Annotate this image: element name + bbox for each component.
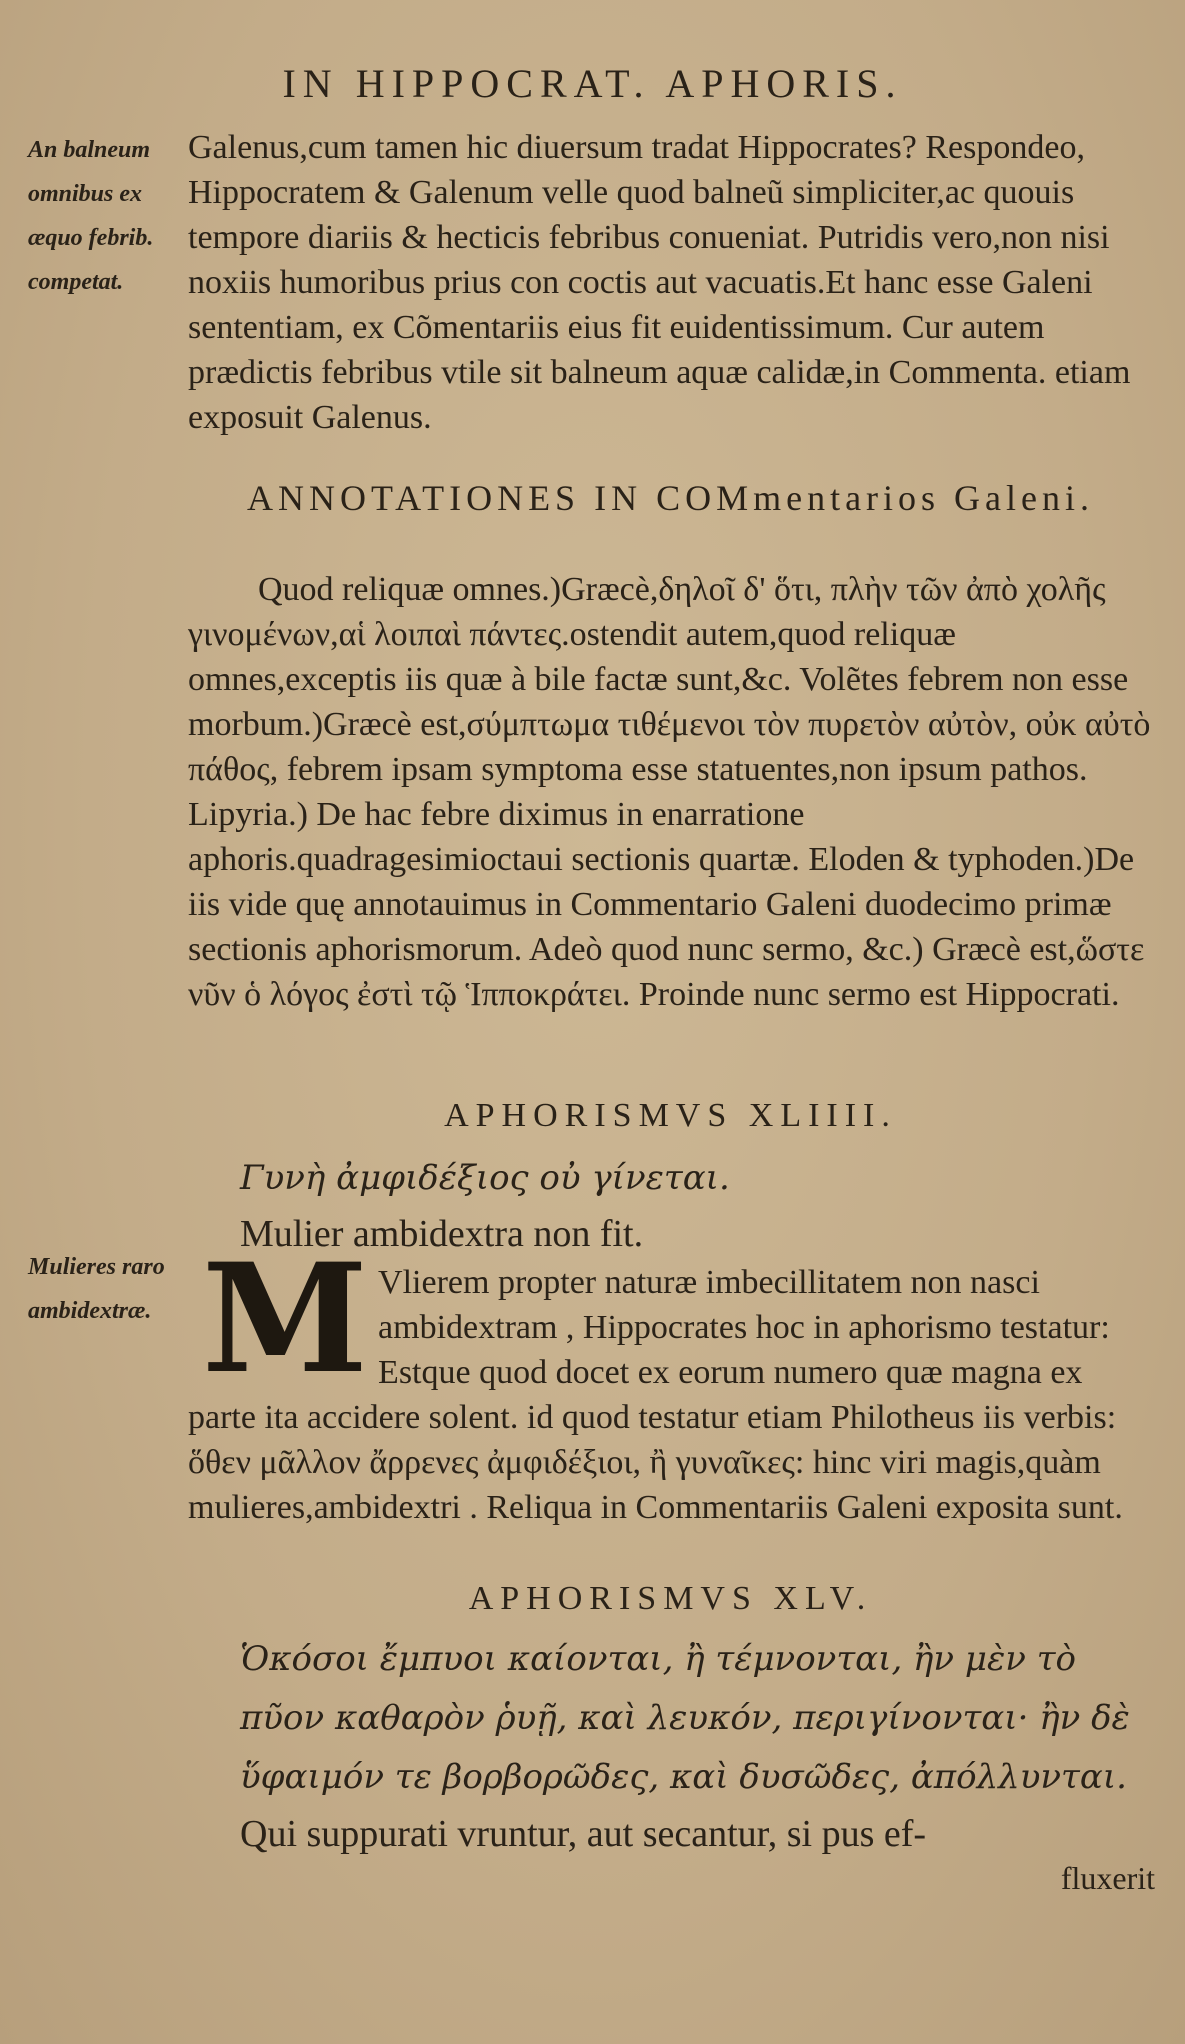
drop-cap-letter: M: [202, 1231, 369, 1407]
catchword: fluxerit: [1060, 1860, 1155, 1896]
paragraph-galenus: Galenus,cum tamen hic diuersum tradat Hippocrates? Respondeo, Hippocratem & Galenum velle quod balneũ simpliciter,ac quouis tempore diariis & hecticis febribus conueniat. Putridis vero,non nisi noxiis humoribus prius con coctis aut vacuatis.Et hanc esse Galeni sententiam, ex Cõmentariis eius fit euidentissimum. Cur autem prædictis febribus vtile sit balneum aquæ calidæ,in Commenta. etiam exposuit Galenus.: [188, 129, 1131, 436]
aphorism-44-greek: Γυνὴ ἀμφιδέξιος οὐ γίνεται.: [240, 1158, 730, 1198]
paragraph-annotations: Quod reliquæ omnes.)Græcè,δηλοῖ δ' ὅτι, πλὴν τῶν ἀπὸ χολῆς γινομένων,αἱ λοιπαὶ πάντες.ostendit autem,quod reliquæ omnes,exceptis iis quæ à bile factæ sunt,&c. Volẽtes febrem non esse morbum.)Græcè est,σύμπτωμα τιθέμενοι τὸν πυρετὸν αὐτὸν, οὐκ αὐτὸ πάθος, febrem ipsam symptoma esse statuentes,non ipsum pathos. Lipyria.) De hac febre diximus in enarratione aphoris.quadragesimioctaui sectionis quartæ. Eloden & typhoden.)De iis vide quę annotauimus in Commentario Galeni duodecimo primæ sectionis aphorismorum. Adeò quod nunc sermo, &c.) Græcè est,ὥστε νῦν ὁ λόγος ἐστὶ τῷ Ἱπποκράτει. Proinde nunc sermo est Hippocrati.: [188, 571, 1151, 1013]
aphorism-45-latin: Qui suppurati vruntur, aut secantur, si pus ef-: [240, 1813, 927, 1855]
aphorism-45-greek: Ὁκόσοι ἔμπυοι καίονται, ἢ τέμνονται, ἢν μὲν τὸ πῦον καθαρὸν ῥυῇ, καὶ λευκόν, περιγίνονται· ἢν δὲ ὕφαιμόν τε βορβορῶδες, καὶ δυσῶδες, ἀπόλλυνται.: [240, 1639, 1130, 1797]
running-header: IN HIPPOCRAT. APHORIS.: [282, 61, 903, 106]
aphorism-45-title: APHORISMVS XLV.: [468, 1580, 873, 1617]
aphorism-44-commentary-text: Vlierem propter naturæ imbecillitatem non nasci ambidextram , Hippocrates hoc in aphorismo testatur: Estque quod docet ex eorum numero quæ magna ex parte ita accidere solent. id quod testatur etiam Philotheus iis verbis: ὅθεν μᾶλλον ἄρρενες ἀμφιδέξιοι, ἢ γυναῖκες: hinc viri magis,quàm mulieres,ambidextri . Reliqua in Commentariis Galeni exposita sunt.: [188, 1264, 1123, 1526]
margin-note-mulieres: Mulieres raro ambidextræ.: [28, 1254, 165, 1324]
margin-note-balneum: An balneum omnibus ex æquo febrib. competat.: [28, 137, 154, 295]
aphorism-44-latin: Mulier ambidextra non fit.: [240, 1213, 644, 1255]
aphorism-44-title: APHORISMVS XLIIII.: [444, 1097, 897, 1134]
annotations-heading: ANNOTATIONES IN COMmentarios Galeni.: [246, 478, 1095, 518]
